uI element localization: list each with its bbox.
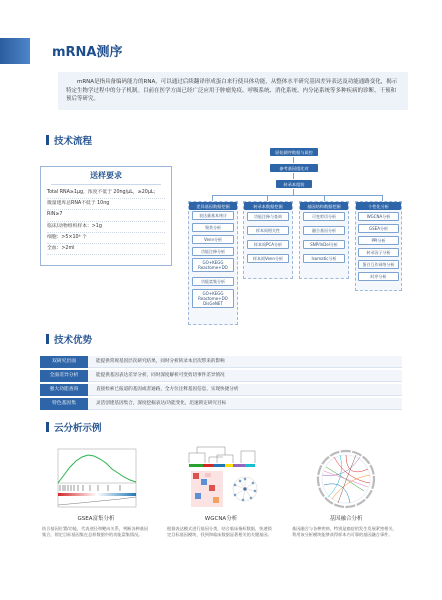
requirement-item: 微量建库总RNA不低于 10ng [47,199,165,210]
requirements-box [40,166,172,266]
flow-column-head: 个性化分析 [356,202,401,210]
flow-leaf: GO+KEGG Reactome+DO DisGeNET [192,289,234,308]
flow-leaf: WGCNA分析 [358,212,399,221]
flow-column-head: 基因结构数据挖掘 [300,202,348,210]
advantage-row [40,370,402,382]
top-band [0,0,442,30]
fusion-circos-image [290,445,402,511]
flow-leaf: 蛋白互作网络分析 [358,260,399,269]
advantage-key: 特色基因集 [40,398,88,410]
title-bar [0,38,442,64]
advantage-row [40,398,402,410]
requirements-title: 送样要求 [51,167,161,185]
gsea-plot-image [40,445,152,511]
gsea-caption: GSEA富集分析 [77,516,115,522]
requirement-item: RIN≥7 [47,210,165,221]
wgcna-description: 根据表达模式进行基因分类，结合临床指标数据，快速锁定目标基因模块，找到和临床数据显著相关的关键基因。 [167,526,272,538]
flow-leaf: 时序分析 [358,272,399,281]
advantage-value: 能提供常规基因层次研究结果，同时分析转录本层次带来的影响 [88,356,402,368]
flow-leaf: GO+KEGG Reactome+DO [192,258,234,272]
connector [293,173,294,179]
flow-leaf: Venn分析 [192,235,234,244]
flow-leaf: 样本间相关性 [247,226,289,235]
advantage-value: 灵活创建基因集合，深度挖掘表达/功能变化，迅速锁定研究目标 [88,398,402,410]
flow-leaf: 功能富集分析 [192,277,234,286]
flow-leaf: 转录因子分析 [358,248,399,257]
requirements-list [41,185,171,258]
requirement-item: 全血：>2ml [47,244,165,255]
cloud-card-fusion [290,445,402,538]
advantage-row [40,384,402,396]
workflow-flowchart [188,146,402,326]
advantages-table [40,356,402,412]
flow-leaf: 表达量基本统计 [192,211,234,220]
title-stripe [0,38,30,64]
cloud-card-gsea [40,445,152,538]
advantage-key: 强大功能查询 [40,384,88,396]
section-title-workflow: 技术流程 [54,136,93,147]
section-bar [46,135,49,145]
section-title-advantages: 技术优势 [54,335,93,346]
flow-leaf: 样本间PCA分析 [247,240,289,249]
flow-column-head: 差异基因数据挖掘 [189,202,237,210]
flow-node-assembly: 转录本组装 [276,180,312,188]
advantage-key: 全面差异分析 [40,370,88,382]
requirement-item: 临床/动物组织样本：>1g [47,222,165,233]
flow-leaf: 样本间Venn分析 [247,254,289,263]
advantage-value: 能提供基因表达差异分析，同时深度解析可变剪切事件差异情况 [88,370,402,382]
section-bar [46,422,49,432]
requirement-item: Total RNA≥1μg，浓度不低于 20ng/μL，≥20μL； [47,188,165,199]
section-bar [46,334,49,344]
flow-column-head: 转录本数据挖掘 [244,202,292,210]
intro-paragraph: mRNA是指具备编码能力的RNA，可以通过后续翻译形成蛋白来行使具体功能，从整体水平研究基因差异表达及功能通路变化，揭示特定生物学过程中的分子机制。目前在医学方面已经广泛应用于肿瘤免疫、呼吸系统、消化系统、内分泌系统等多种疾病的诊断、干预和预后等研究。 [58,72,408,110]
cloud-card-wgcna [165,445,277,538]
wgcna-plot-image [165,445,277,511]
bottom-band [0,582,442,600]
section-header-advantages [46,332,92,346]
requirement-item: 细胞：>5×10⁶ 个 [47,233,165,244]
gsea-description: 结合基因位置/功能，代表途径和靶向关系，判断各种基因集合，锁定目标基因集在总样数据中的功能富集情况。 [42,526,149,538]
section-title-cloud: 云分析示例 [54,423,102,434]
section-header-workflow [46,133,92,147]
section-header-cloud [46,420,102,434]
flow-node-root: 原始测序数据与质控 [270,148,318,156]
flow-leaf: Isomatic分析 [303,254,345,263]
advantage-row [40,356,402,368]
advantage-value: 直接检索已报道的基因或者通路，全方位注释基因信息，实现快捷分析 [88,384,402,396]
wgcna-caption: WGCNA分析 [204,516,238,522]
flow-leaf: 聚类分析 [192,223,234,232]
connector [293,157,294,163]
flow-leaf: 可变剪切分析 [303,212,345,221]
flow-leaf: 功能注释与查询 [247,212,289,221]
fusion-description: 基因融合与各种疾病，特别是癌症的发生发展紧密相关，利用该分析模块能够获得样本内可靠的基因融合事件。 [292,526,397,538]
flow-leaf: GSEA分析 [358,224,399,233]
connector [212,195,382,196]
page-title: mRNA测序 [52,45,123,60]
fusion-caption: 基因融合分析 [329,516,363,522]
advantage-key: 双研究层面 [40,356,88,368]
flow-leaf: 功能注释分析 [192,247,234,256]
flow-leaf: PPI分析 [358,236,399,245]
flow-leaf: SNP/InDel分析 [303,240,345,249]
flow-node-alignment: 参考基因组比对 [270,164,318,172]
flow-leaf: 融合基因分析 [303,226,345,235]
